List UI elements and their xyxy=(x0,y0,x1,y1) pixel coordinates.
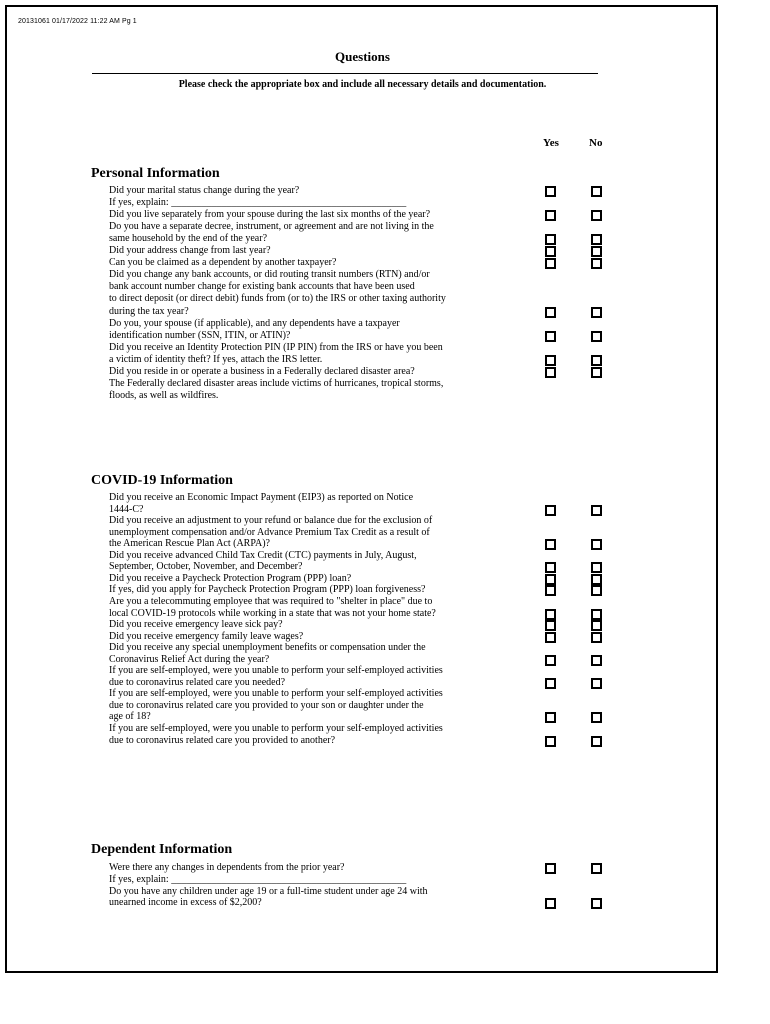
section-heading: Personal Information xyxy=(91,166,220,181)
question-line: Did your marital status change during the year? xyxy=(109,185,300,196)
yes-checkbox[interactable] xyxy=(545,678,556,689)
question-line: If yes, explain: _______________________________________________ xyxy=(109,873,407,885)
section-heading: Dependent Information xyxy=(91,842,233,857)
no-checkbox[interactable] xyxy=(591,736,602,747)
yes-checkbox[interactable] xyxy=(545,736,556,747)
question-line: If yes, explain: _______________________________________________ xyxy=(109,197,407,209)
question-line: If you are self-employed, were you unable to perform your self-employed activities xyxy=(109,688,443,700)
yes-checkbox[interactable] xyxy=(545,574,556,585)
no-checkbox[interactable] xyxy=(591,539,602,550)
section-heading: COVID-19 Information xyxy=(91,473,233,488)
question-line: The Federally declared disaster areas include victims of hurricanes, tropical storms, xyxy=(109,377,444,389)
no-checkbox[interactable] xyxy=(591,210,602,221)
question-line: Did you receive emergency leave sick pay? xyxy=(109,619,283,631)
no-column-header: No xyxy=(589,137,603,149)
question-line: unemployment compensation and/or Advance Premium Tax Credit as a result of xyxy=(109,526,430,538)
no-checkbox[interactable] xyxy=(591,234,602,245)
no-checkbox[interactable] xyxy=(591,620,602,631)
no-checkbox[interactable] xyxy=(591,574,602,585)
question-line: Coronavirus Relief Act during the year? xyxy=(109,653,270,665)
question-line: Did you receive an adjustment to your refund or balance due for the exclusion of xyxy=(109,515,433,527)
question-line: during the tax year? xyxy=(109,305,189,317)
question-line: If yes, did you apply for Paycheck Protection Program (PPP) loan forgiveness? xyxy=(109,584,426,596)
no-checkbox[interactable] xyxy=(591,678,602,689)
yes-checkbox[interactable] xyxy=(545,234,556,245)
no-checkbox[interactable] xyxy=(591,898,602,909)
question-line: the American Rescue Plan Act (ARPA)? xyxy=(109,538,270,550)
yes-checkbox[interactable] xyxy=(545,246,556,257)
yes-column-header: Yes xyxy=(543,137,559,149)
question-line: age of 18? xyxy=(109,711,151,723)
yes-checkbox[interactable] xyxy=(545,331,556,342)
question-line: Did you change any bank accounts, or did routing transit numbers (RTN) and/or xyxy=(109,269,430,281)
question-line: Did you receive an Economic Impact Payment (EIP3) as reported on Notice xyxy=(109,492,414,503)
no-checkbox[interactable] xyxy=(591,246,602,257)
question-line: due to coronavirus related care you needed? xyxy=(109,676,286,688)
question-line: Did you receive a Paycheck Protection Program (PPP) loan? xyxy=(109,572,352,584)
no-checkbox[interactable] xyxy=(591,505,602,516)
yes-checkbox[interactable] xyxy=(545,562,556,573)
question-line: Did you receive an Identity Protection PIN (IP PIN) from the IRS or have you been xyxy=(109,341,443,353)
page-border xyxy=(5,5,718,973)
page-title: Questions xyxy=(335,49,390,64)
question-line: due to coronavirus related care you provided to another? xyxy=(109,734,336,746)
yes-checkbox[interactable] xyxy=(545,632,556,643)
question-line: Are you a telecommuting employee that was required to "shelter in place" due to xyxy=(109,595,433,607)
yes-checkbox[interactable] xyxy=(545,655,556,666)
yes-checkbox[interactable] xyxy=(545,307,556,318)
no-checkbox[interactable] xyxy=(591,307,602,318)
no-checkbox[interactable] xyxy=(591,258,602,269)
yes-checkbox[interactable] xyxy=(545,620,556,631)
no-checkbox[interactable] xyxy=(591,655,602,666)
title-rule xyxy=(92,73,598,74)
no-checkbox[interactable] xyxy=(591,186,602,197)
question-line: floods, as well as wildfires. xyxy=(109,389,219,401)
no-checkbox[interactable] xyxy=(591,632,602,643)
yes-checkbox[interactable] xyxy=(545,539,556,550)
yes-checkbox[interactable] xyxy=(545,585,556,596)
no-checkbox[interactable] xyxy=(591,367,602,378)
question-line: If you are self-employed, were you unable to perform your self-employed activities xyxy=(109,723,443,734)
question-line: Do you have any children under age 19 or a full-time student under age 24 with xyxy=(109,885,428,897)
no-checkbox[interactable] xyxy=(591,712,602,723)
question-line: Do you, your spouse (if applicable), and any dependents have a taxpayer xyxy=(109,317,400,329)
question-line: Did your address change from last year? xyxy=(109,245,271,257)
yes-checkbox[interactable] xyxy=(545,609,556,620)
yes-checkbox[interactable] xyxy=(545,210,556,221)
question-line: to direct deposit (or direct debit) funds from (or to) the IRS or other taxing authority xyxy=(109,293,446,305)
yes-checkbox[interactable] xyxy=(545,355,556,366)
question-line: local COVID-19 protocols while working in a state that was not your home state? xyxy=(109,607,436,619)
yes-checkbox[interactable] xyxy=(545,186,556,197)
question-line: Do you have a separate decree, instrument, or agreement and are not living in the xyxy=(109,221,434,233)
yes-checkbox[interactable] xyxy=(545,863,556,874)
yes-checkbox[interactable] xyxy=(545,712,556,723)
question-line: identification number (SSN, ITIN, or ATIN)? xyxy=(109,329,291,341)
yes-checkbox[interactable] xyxy=(545,505,556,516)
question-line: If you are self-employed, were you unable to perform your self-employed activities xyxy=(109,665,443,677)
question-line: Were there any changes in dependents from the prior year? xyxy=(109,862,345,873)
no-checkbox[interactable] xyxy=(591,863,602,874)
question-line: Did you live separately from your spouse during the last six months of the year? xyxy=(109,209,431,221)
question-line: Did you receive any special unemployment benefits or compensation under the xyxy=(109,642,426,654)
instructions: Please check the appropriate box and include all necessary details and documentation. xyxy=(178,79,547,90)
question-line: due to coronavirus related care you provided to your son or daughter under the xyxy=(109,699,424,711)
question-line: September, October, November, and December? xyxy=(109,561,303,573)
no-checkbox[interactable] xyxy=(591,609,602,620)
question-line: bank account number change for existing bank accounts that have been used xyxy=(109,281,415,293)
no-checkbox[interactable] xyxy=(591,355,602,366)
no-checkbox[interactable] xyxy=(591,331,602,342)
no-checkbox[interactable] xyxy=(591,585,602,596)
yes-checkbox[interactable] xyxy=(545,367,556,378)
no-checkbox[interactable] xyxy=(591,562,602,573)
question-line: 1444-C? xyxy=(109,503,144,515)
question-line: Did you receive emergency family leave wages? xyxy=(109,630,304,642)
yes-checkbox[interactable] xyxy=(545,898,556,909)
question-line: Did you reside in or operate a business in a Federally declared disaster area? xyxy=(109,365,415,377)
question-line: Did you receive advanced Child Tax Credit (CTC) payments in July, August, xyxy=(109,549,417,561)
yes-checkbox[interactable] xyxy=(545,258,556,269)
question-line: unearned income in excess of $2,200? xyxy=(109,897,262,909)
question-line: Can you be claimed as a dependent by another taxpayer? xyxy=(109,257,337,269)
document-header: 20131061 01/17/2022 11:22 AM Pg 1 xyxy=(18,18,137,25)
question-line: a victim of identity theft? If yes, attach the IRS letter. xyxy=(109,353,323,365)
question-line: same household by the end of the year? xyxy=(109,233,268,245)
